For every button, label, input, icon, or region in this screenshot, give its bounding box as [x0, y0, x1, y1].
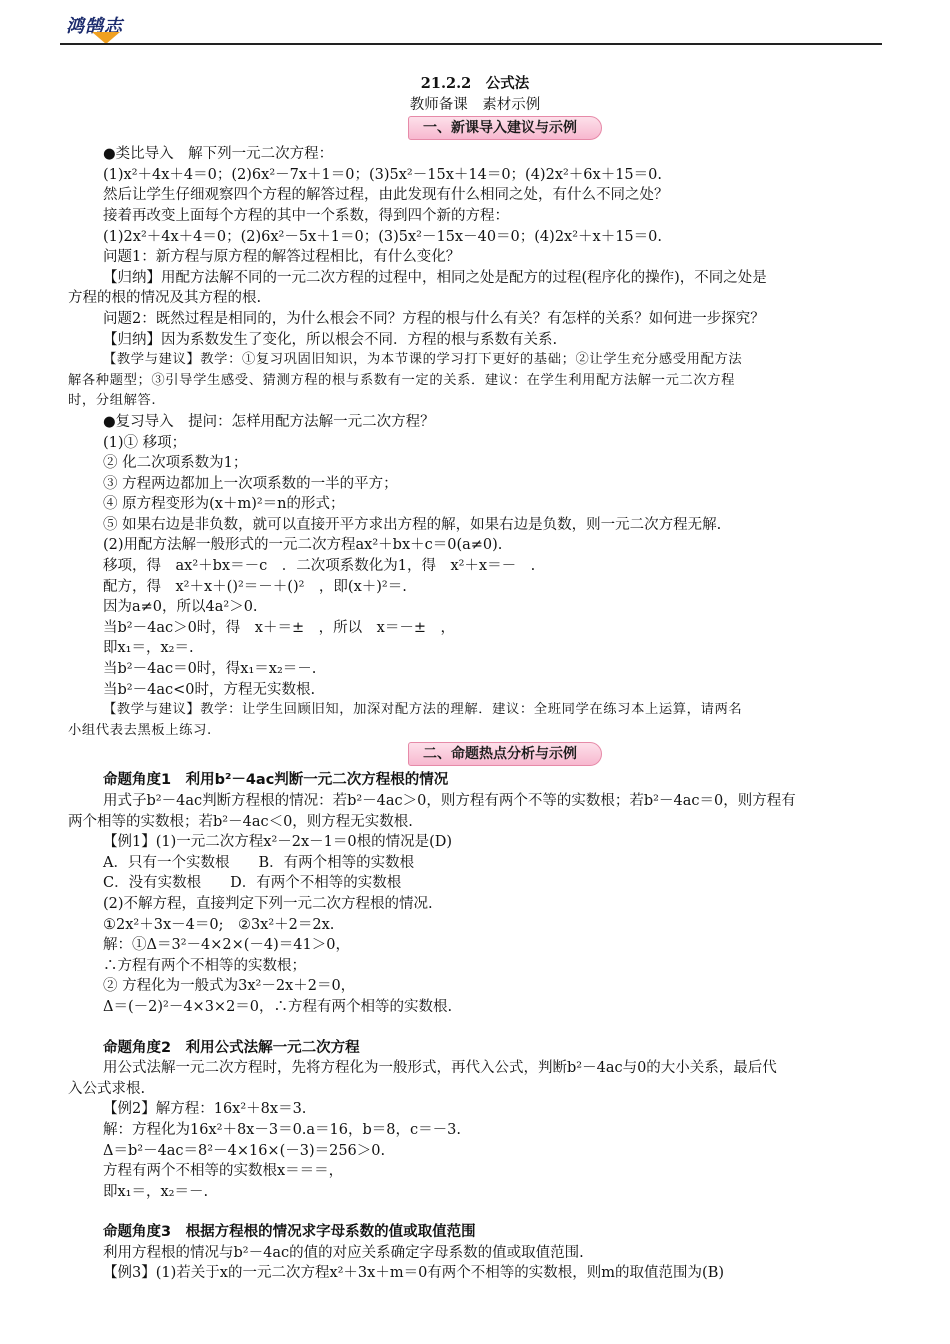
text-line: 问题1：新方程与原方程的解答过程相比，有什么变化？ [103, 249, 461, 266]
brand-logo: 鸿鹄志 [66, 16, 123, 37]
text-line: 方程的根的情况及其方程的根. [68, 290, 262, 307]
document-body [68, 74, 882, 1284]
doc-title: 21.2.2 公式法 [420, 75, 530, 92]
text-line: 利用方程根的情况与b²－4ac的值的对应关系确定字母系数的值或取值范围. [103, 1244, 584, 1261]
text-line: (2)用配方法解一般形式的一元二次方程ax²＋bx＋c＝0(a≠0). [103, 537, 503, 554]
header-divider [60, 43, 882, 45]
text-line: (1)① 移项； [103, 434, 187, 451]
text-line: 问题2：既然过程是相同的，为什么根会不同？方程的根与什么有关？有怎样的关系？如何进一步探究？ [103, 310, 765, 327]
text-line: ② 化二次项系数为1； [103, 455, 248, 472]
text-line: 用式子b²－4ac判断方程根的情况：若b²－4ac＞0，则方程有两个不等的实数根；若b²－4ac＝0，则方程有 [103, 793, 796, 809]
text-line: 即x₁＝，x₂＝. [103, 640, 194, 657]
text-line: 接着再改变上面每个方程的其中一个系数，得到四个新的方程： [103, 207, 509, 224]
text-line: ①2x²＋3x－4＝0; ②3x²＋2＝2x. [103, 916, 335, 933]
text-line: 方程有两个不相等的实数根x＝＝＝， [103, 1163, 344, 1180]
text-line: Δ＝(－2)²－4×3×2＝0，∴方程有两个相等的实数根. [103, 998, 453, 1015]
topic-heading: 命题角度3 根据方程根的情况求字母系数的值或取值范围 [103, 1224, 476, 1241]
advice-line: 【教学与建议】教学：让学生回顾旧知，加深对配方法的理解．建议：全班同学在练习本上运算，请两名 [103, 702, 743, 718]
text-line: Δ＝b²－4ac＝8²－4×16×(－3)＝256＞0. [103, 1142, 386, 1159]
page-header [60, 10, 882, 46]
text-line: (2)不解方程，直接判定下列一元二次方程根的情况. [103, 895, 433, 912]
text-line: ⑤ 如果右边是非负数，就可以直接开平方求出方程的解，如果右边是负数，则一元二次方程无解. [103, 516, 722, 533]
text-line: ●复习导入 提问：怎样用配方法解一元二次方程？ [103, 413, 435, 430]
text-line: ④ 原方程变形为(x＋m)²＝n的形式； [103, 496, 345, 513]
text-line: 当b²－4ac<0时，方程无实数根. [103, 681, 316, 698]
text-line: ③ 方程两边都加上一次项系数的一半的平方； [103, 475, 398, 492]
section-banner-1 [68, 116, 882, 142]
text-line: 用公式法解一元二次方程时，先将方程化为一般形式，再代入公式，判断b²－4ac与0的大小关系，最后代 [103, 1060, 777, 1077]
text-line: 两个相等的实数根；若b²－4ac＜0，则方程无实数根. [68, 813, 413, 830]
text-line: C．没有实数根 D．有两个不相等的实数根 [103, 875, 402, 892]
text-line: 【例3】(1)若关于x的一元二次方程x²＋3x＋m＝0有两个不相等的实数根，则m的取值范围为(B) [103, 1265, 725, 1282]
section-banner-2 [68, 742, 882, 768]
text-line: 【归纳】用配方法解不同的一元二次方程的过程中，相同之处是配方的过程(程序化的操作)，不同之处是 [103, 269, 767, 286]
text-line: 然后让学生仔细观察四个方程的解答过程，由此发现有什么相同之处，有什么不同之处？ [103, 187, 669, 204]
advice-line: 【教学与建议】教学：①复习巩固旧知识，为本节课的学习打下更好的基础；②让学生充分感受用配方法 [103, 352, 743, 368]
text-line: (1)2x²＋4x＋4＝0；(2)6x²－5x＋1＝0；(3)5x²－15x－40＝0；(4)2x²＋x＋15＝0. [103, 228, 662, 245]
text-line: A．只有一个实数根 B．有两个相等的实数根 [103, 854, 415, 871]
text-line: 【归纳】因为系数发生了变化，所以根会不同．方程的根与系数有关系. [103, 331, 558, 348]
text-line: ② 方程化为一般式为3x²－2x＋2＝0， [103, 978, 356, 995]
doc-subtitle: 教师备课 素材示例 [409, 96, 541, 113]
text-line: 当b²－4ac＞0时，得 x＋＝± ，所以 x＝－± ， [103, 619, 455, 636]
spacer [68, 1018, 882, 1038]
topic-heading: 命题角度2 利用公式法解一元二次方程 [103, 1039, 360, 1056]
section-heading: 二、命题热点分析与示例 [408, 742, 602, 766]
text-line: 配方，得 x²＋x＋()²＝－＋()² ，即(x＋)²＝. [103, 578, 407, 595]
text-line: 入公式求根. [68, 1080, 146, 1097]
advice-line: 时，分组解答. [68, 393, 157, 409]
text-line: 当b²－4ac＝0时，得x₁＝x₂＝－. [103, 661, 317, 678]
advice-line: 解各种题型；③引导学生感受、猜测方程的根与系数有一定的关系．建议：在学生利用配方法解一元二次方程 [68, 372, 736, 388]
advice-line: 小组代表去黑板上练习. [68, 722, 212, 738]
text-line: ●类比导入 解下列一元二次方程： [103, 146, 334, 163]
text-line: (1)x²＋4x＋4＝0；(2)6x²－7x＋1＝0；(3)5x²－15x＋14＝0；(4)2x²＋6x＋15＝0. [103, 166, 662, 183]
text-line: ∴方程有两个不相等的实数根； [103, 957, 306, 974]
text-line: 移项，得 ax²＋bx＝－c ．二次项系数化为1，得 x²＋x＝－ . [103, 558, 536, 575]
text-line: 即x₁＝，x₂＝－. [103, 1183, 209, 1200]
spacer [68, 1202, 882, 1222]
text-line: 因为a≠0，所以4a²＞0. [103, 599, 258, 616]
text-line: 解：方程化为16x²＋8x－3＝0.a＝16，b＝8，c＝－3. [103, 1121, 461, 1138]
text-line: 【例1】(1)一元二次方程x²－2x－1＝0根的情况是(D) [103, 834, 453, 851]
section-heading: 一、新课导入建议与示例 [408, 116, 602, 140]
text-line: 解：①Δ＝3²－4×2×(－4)＝41＞0， [103, 937, 350, 954]
text-line: 【例2】解方程：16x²＋8x＝3. [103, 1101, 307, 1118]
topic-heading: 命题角度1 利用b²－4ac判断一元二次方程根的情况 [103, 772, 449, 789]
